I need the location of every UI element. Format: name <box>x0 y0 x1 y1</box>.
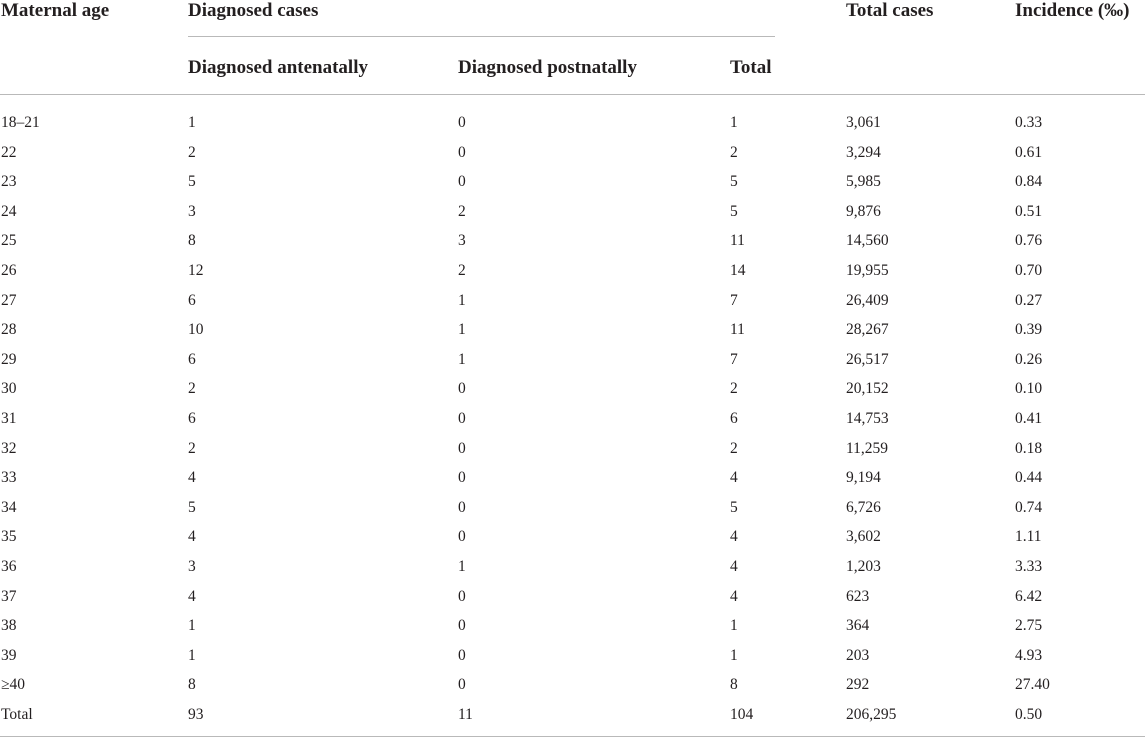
cell-age: 32 <box>1 439 17 457</box>
cell-antenatal: 4 <box>188 528 196 546</box>
table-row <box>0 434 1145 464</box>
cell-antenatal: 1 <box>188 617 196 635</box>
cell-incidence: 0.51 <box>1015 202 1043 220</box>
cell-antenatal: 6 <box>188 409 196 427</box>
cell-total: 2 <box>730 143 738 161</box>
header-bottom-rule <box>0 94 1145 95</box>
cell-total-cases: 26,517 <box>846 350 889 368</box>
cell-total: 1 <box>730 617 738 635</box>
table-row <box>0 315 1145 345</box>
cell-age: 24 <box>1 202 17 220</box>
cell-antenatal: 3 <box>188 202 196 220</box>
cell-postnatal: 0 <box>458 587 466 605</box>
cell-age: 18–21 <box>1 114 40 131</box>
cell-postnatal: 0 <box>458 409 466 427</box>
cell-total: 5 <box>730 498 738 516</box>
cell-age: 27 <box>1 291 17 309</box>
cell-antenatal: 5 <box>188 498 196 516</box>
cell-total-cases: 14,560 <box>846 232 889 250</box>
cell-postnatal: 0 <box>458 528 466 546</box>
table-row <box>0 670 1145 700</box>
cell-total: 4 <box>730 528 738 546</box>
cell-total-cases: 28,267 <box>846 321 889 339</box>
cell-total-cases: 203 <box>846 646 870 664</box>
table-row <box>0 138 1145 168</box>
cell-postnatal: 0 <box>458 439 466 457</box>
cell-postnatal: 2 <box>458 261 466 279</box>
table-row <box>0 582 1145 612</box>
header-diagnosed-antenatally: Diagnosed antenatally <box>188 57 368 78</box>
cell-incidence: 0.74 <box>1015 498 1043 516</box>
cell-antenatal: 2 <box>188 380 196 398</box>
cell-postnatal: 3 <box>458 232 466 250</box>
table-row <box>0 226 1145 256</box>
cell-incidence: 0.27 <box>1015 291 1043 309</box>
cell-total: 4 <box>730 557 738 575</box>
cell-incidence: 0.70 <box>1015 261 1043 279</box>
cell-total: 11 <box>730 321 745 339</box>
cell-antenatal: 4 <box>188 587 196 605</box>
cell-postnatal: 1 <box>458 321 466 339</box>
cell-total-cases: 364 <box>846 617 870 635</box>
cell-age: 35 <box>1 528 17 546</box>
table-row <box>0 611 1145 641</box>
table-row <box>0 286 1145 316</box>
cell-postnatal: 0 <box>458 469 466 487</box>
cell-age: 39 <box>1 646 17 664</box>
table-row <box>0 404 1145 434</box>
cell-total-cases: 20,152 <box>846 380 889 398</box>
cell-total-cases: 206,295 <box>846 705 897 723</box>
header-incidence: Incidence (‰) <box>1015 0 1130 21</box>
header-maternal-age: Maternal age <box>1 0 110 21</box>
cell-postnatal: 0 <box>458 646 466 664</box>
cell-total: 11 <box>730 232 745 250</box>
cell-antenatal: 2 <box>188 439 196 457</box>
cell-antenatal: 5 <box>188 173 196 191</box>
cell-age: 22 <box>1 143 17 161</box>
cell-age: 30 <box>1 380 17 398</box>
cell-total-cases: 292 <box>846 676 870 694</box>
header-total-cases: Total cases <box>846 0 934 21</box>
cell-incidence: 0.76 <box>1015 232 1043 250</box>
cell-total: 104 <box>730 705 754 723</box>
cell-incidence: 3.33 <box>1015 557 1043 575</box>
cell-age: 34 <box>1 498 17 516</box>
cell-postnatal: 0 <box>458 173 466 191</box>
table-row <box>0 493 1145 523</box>
cell-total-cases: 11,259 <box>846 439 889 457</box>
cell-postnatal: 0 <box>458 143 466 161</box>
cell-antenatal: 4 <box>188 469 196 487</box>
header-total: Total <box>730 57 772 78</box>
cell-incidence: 0.84 <box>1015 173 1043 191</box>
cell-age: 37 <box>1 587 17 605</box>
cell-age: ≥40 <box>1 676 26 694</box>
table-row <box>0 197 1145 227</box>
cell-incidence: 0.10 <box>1015 380 1043 398</box>
cell-incidence: 1.11 <box>1015 528 1042 546</box>
cell-antenatal: 2 <box>188 143 196 161</box>
cell-total-cases: 623 <box>846 587 870 605</box>
cell-postnatal: 0 <box>458 380 466 398</box>
cell-total-cases: 14,753 <box>846 409 889 427</box>
cell-incidence: 0.18 <box>1015 439 1043 457</box>
cell-age: Total <box>1 705 33 723</box>
table-body <box>0 108 1145 729</box>
cell-antenatal: 12 <box>188 261 204 279</box>
cell-incidence: 6.42 <box>1015 587 1043 605</box>
cell-total-cases: 3,061 <box>846 114 881 131</box>
cell-antenatal: 3 <box>188 557 196 575</box>
cell-total-cases: 9,194 <box>846 469 881 487</box>
cell-antenatal: 6 <box>188 291 196 309</box>
cell-incidence: 4.93 <box>1015 646 1043 664</box>
table-row <box>0 522 1145 552</box>
cell-incidence: 27.40 <box>1015 676 1050 694</box>
cell-age: 33 <box>1 469 17 487</box>
table-row <box>0 345 1145 375</box>
cell-total: 8 <box>730 676 738 694</box>
cell-antenatal: 6 <box>188 350 196 368</box>
table-row <box>0 374 1145 404</box>
cell-incidence: 0.44 <box>1015 469 1043 487</box>
cell-incidence: 0.39 <box>1015 321 1043 339</box>
cell-age: 26 <box>1 261 17 279</box>
cell-age: 23 <box>1 173 17 191</box>
cell-total: 4 <box>730 587 738 605</box>
cell-total-cases: 19,955 <box>846 261 889 279</box>
cell-antenatal: 8 <box>188 232 196 250</box>
cell-incidence: 2.75 <box>1015 617 1043 635</box>
cell-antenatal: 8 <box>188 676 196 694</box>
cell-incidence: 0.41 <box>1015 409 1043 427</box>
cell-antenatal: 1 <box>188 114 196 131</box>
cell-postnatal: 0 <box>458 676 466 694</box>
cell-total: 5 <box>730 173 738 191</box>
cell-age: 36 <box>1 557 17 575</box>
cell-age: 38 <box>1 617 17 635</box>
cell-total-cases: 26,409 <box>846 291 889 309</box>
cell-total: 7 <box>730 350 738 368</box>
cell-total: 1 <box>730 646 738 664</box>
cell-incidence: 0.26 <box>1015 350 1043 368</box>
cell-total-cases: 3,602 <box>846 528 881 546</box>
cell-total: 14 <box>730 261 746 279</box>
cell-total: 4 <box>730 469 738 487</box>
cell-incidence: 0.50 <box>1015 705 1043 723</box>
diagnosed-cases-underline <box>188 36 775 37</box>
cell-total-cases: 5,985 <box>846 173 881 191</box>
table-row <box>0 552 1145 582</box>
cell-postnatal: 1 <box>458 557 466 575</box>
cell-age: 25 <box>1 232 17 250</box>
cell-total: 7 <box>730 291 738 309</box>
cell-total: 1 <box>730 114 738 131</box>
cell-antenatal: 93 <box>188 705 204 723</box>
cell-incidence: 0.33 <box>1015 114 1043 131</box>
cell-total-cases: 1,203 <box>846 557 881 575</box>
cell-antenatal: 10 <box>188 321 204 339</box>
cell-postnatal: 1 <box>458 350 466 368</box>
cell-postnatal: 2 <box>458 202 466 220</box>
cell-age: 31 <box>1 409 17 427</box>
cell-postnatal: 0 <box>458 114 466 131</box>
cell-total: 6 <box>730 409 738 427</box>
header-diagnosed-cases: Diagnosed cases <box>188 0 319 21</box>
header-diagnosed-postnatally: Diagnosed postnatally <box>458 57 637 78</box>
cell-incidence: 0.61 <box>1015 143 1043 161</box>
cell-antenatal: 1 <box>188 646 196 664</box>
table-row <box>0 256 1145 286</box>
cell-total-cases: 9,876 <box>846 202 881 220</box>
cell-postnatal: 0 <box>458 498 466 516</box>
table-row <box>0 463 1145 493</box>
table-row <box>0 167 1145 197</box>
table-row <box>0 641 1145 671</box>
cell-age: 28 <box>1 321 17 339</box>
cell-total: 2 <box>730 439 738 457</box>
table-row <box>0 700 1145 730</box>
cell-total-cases: 6,726 <box>846 498 881 516</box>
cell-postnatal: 11 <box>458 705 473 723</box>
cell-total-cases: 3,294 <box>846 143 881 161</box>
cell-total: 2 <box>730 380 738 398</box>
table-row <box>0 108 1145 138</box>
table-bottom-rule <box>0 736 1145 737</box>
cell-postnatal: 1 <box>458 291 466 309</box>
cell-age: 29 <box>1 350 17 368</box>
cell-postnatal: 0 <box>458 617 466 635</box>
cell-total: 5 <box>730 202 738 220</box>
